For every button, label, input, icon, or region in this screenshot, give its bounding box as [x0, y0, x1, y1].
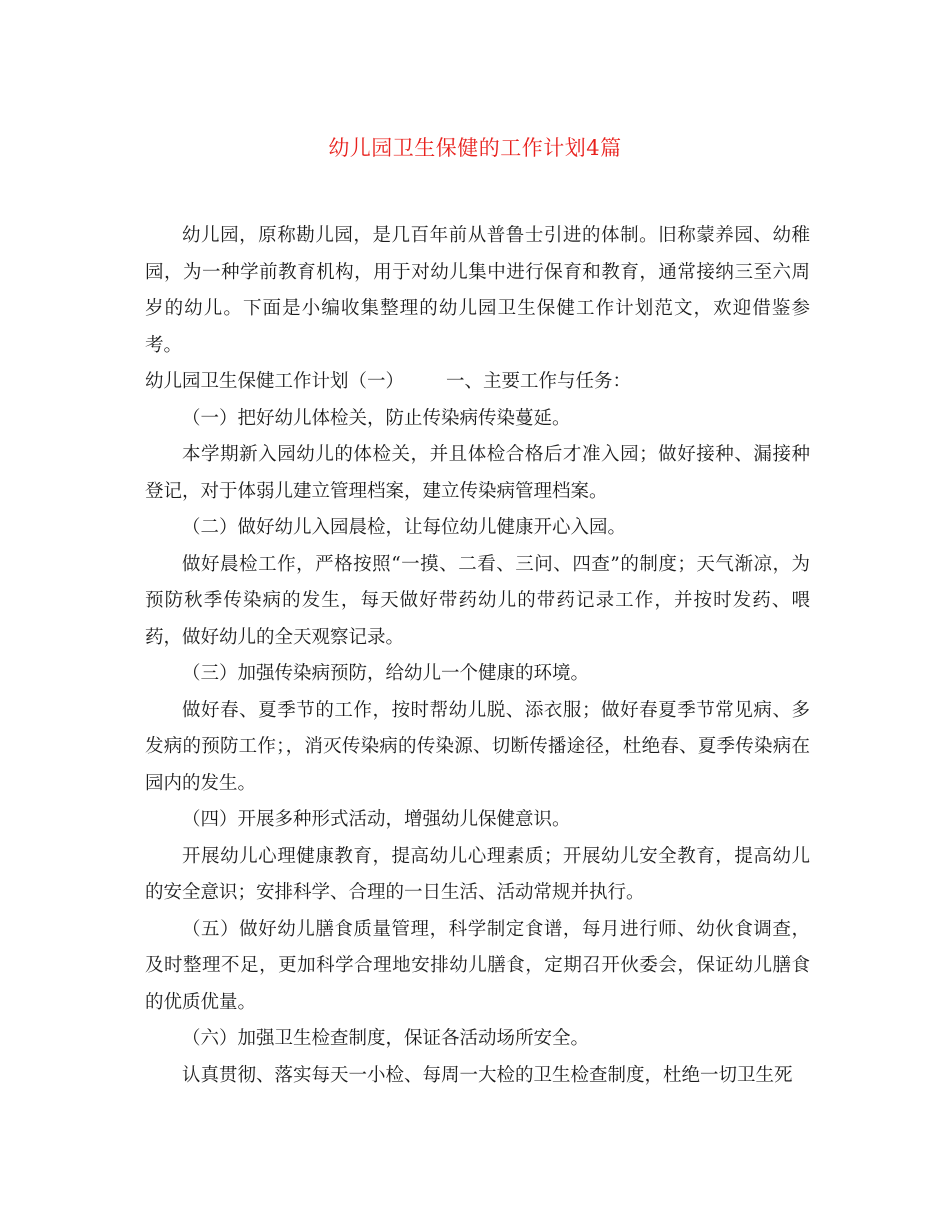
item-text-3: 做好春、夏季节的工作，按时帮幼儿脱、添衣服；做好春夏季节常见病、多发病的预防工作；，消灭传染病的传染源、切断传播途径，杜绝春、夏季传染病在园内的发生。 — [145, 699, 810, 794]
document-body — [145, 218, 810, 1094]
item-text-1: 本学期新入园幼儿的体检关，并且体检合格后才准入园；做好接种、漏接种登记，对于体弱儿建立管理档案，建立传染病管理档案。 — [145, 444, 810, 502]
item-heading-1: （一）把好幼儿体检关，防止传染病传染蔓延。 — [182, 407, 571, 429]
document-title: 幼儿园卫生保健的工作计划4篇 — [328, 136, 622, 160]
section-heading: 一、主要工作与任务： — [446, 371, 632, 392]
item-heading-6: （六）加强卫生检查制度，保证各活动场所安全。 — [182, 1028, 590, 1049]
item-heading-3: （三）加强传染病预防，给幼儿一个健康的环境。 — [182, 663, 590, 684]
item-heading-5: （五）做好幼儿膳食质量管理，科学制定食谱，每月进行师、幼伙食调查，及时整理不足，更加科学合理地安排幼儿膳食，定期召开伙委会，保证幼儿膳食的优质优量。 — [145, 918, 810, 1013]
item-text-6: 认真贯彻、落实每天一小检、每周一大检的卫生检查制度，杜绝一切卫生死 — [182, 1064, 793, 1086]
item-heading-2: （二）做好幼儿入园晨检，让每位幼儿健康开心入园。 — [182, 517, 627, 538]
item-text-4: 开展幼儿心理健康教育，提高幼儿心理素质；开展幼儿安全教育，提高幼儿的安全意识；安排科学、合理的一日生活、活动常规并执行。 — [145, 845, 810, 903]
intro-paragraph: 幼儿园，原称勘儿园，是几百年前从普鲁士引进的体制。旧称蒙养园、幼稚园，为一种学前教育机构，用于对幼儿集中进行保育和教育，通常接纳三至六周岁的幼儿。下面是小编收集整理的幼儿园卫生保健工作计划范文，欢迎借鉴参考。 — [145, 225, 810, 356]
plan-title: 幼儿园卫生保健工作计划（一） — [145, 371, 405, 392]
item-text-2: 做好晨检工作，严格按照“一摸、二看、三问、四查”的制度；天气渐凉，为预防秋季传染病的发生，每天做好带药幼儿的带药记录工作，并按时发药、喂药，做好幼儿的全天观察记录。 — [145, 553, 810, 648]
item-heading-4: （四）开展多种形式活动，增强幼儿保健意识。 — [182, 809, 571, 830]
plan-heading-line — [145, 364, 810, 401]
